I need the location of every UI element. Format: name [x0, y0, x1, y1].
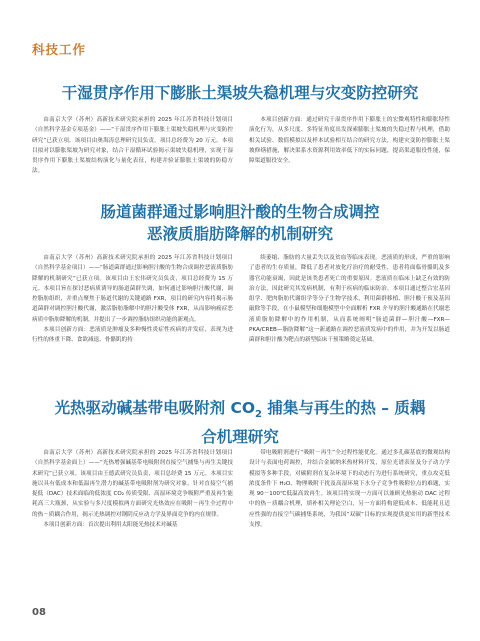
article-3-title-line-1 [0, 397, 480, 426]
article-2-body [32, 253, 450, 346]
article-3-left-para-2: 本项目创新方面：首次提出利用太阳能光热技术对碱基 [43, 522, 178, 529]
article-2-right-para-1: 续萎缩、脂肪的大量丢失以及贫血等临床表现。恶液质的形成，严重的影响了患者的生存质量，降低了患者对放化疗治疗的耐受性，患者将面临骨骼肌及多器官功能衰竭，因此是该类患者死亡的重要原因。恶液质在临床上缺乏有效的防治方法，因此研究其发病机制，有利于疾病的临床防治。本项目通过整合宏基因组学、肥肉脂肪代谢组学等分子生物学技术，利用菌群移植、胆汁酸干预及基因敲除等手段，在小鼠模型和细胞模型中全面解析 FXR 介导的胆汁酸通路在代谢恶液质脂肪降解中的作用机制，从而系统阐明“肠道菌群—胆汁酸—FXR—PKA/CREB—脂肪降解”这一新通路在调控恶液质发病中的作用，并为开发以肠道菌群和胆汁酸为靶点的新型临床干预策略奠定基础。 [249, 255, 450, 344]
article-2-title-line-2: 恶液质脂肪降解的机制研究 [146, 225, 333, 243]
article-3-title-part-1: 光热驱动碱基带电吸附剂 CO [54, 399, 256, 417]
article-3-left-para-1: 由南京大学（苏州）高新技术研究院承担的 2025 年江苏省科技计划项目（自然科学基金面上）——“光热增强碱基带电吸附剂直接空气捕集与再生关键技术研究”已获立项。该项目由王德武研究员负责，项目总经费 15 万元。本项目实施以具有低成本和低温再生潜力的碱基带电吸附剂为研究对象，针对直接空气捕捉低（DAC）技术面临的低浓度 CO₂ 传质受限、高湿环境竞争吸附严重及再生能耗高三大瓶颈，从实验与多尺度模拟两方面研究光热效应在吸附－再生全过程中的热－质耦合作用，揭示光热调控对钢阴反应动力学及界面竞争的内在规律。 [32, 450, 233, 518]
article-3-left-column [32, 448, 233, 530]
article-2-title-line-1: 肠道菌群通过影响胆汁酸的生物合成调控 [100, 203, 380, 221]
article-1-left-column [32, 115, 233, 177]
section-label: 科技工作 [32, 42, 87, 57]
article-3-right-column [249, 448, 450, 530]
article-3-right-para-1: 带电吸附剂进行“吸附－再生”全过程性能优化。通过多孔碳基底的微观结构设计与表面电荷调控，并结合金属纳米热材料开发，原位光谱表征及分子动力学模拟等多种手段，对碳附剂在复杂环境下的动态行为进行系统研究，重点攻克低浓度条件下 H₂O、物理吸附干扰及高湿环境下水分子竞争性吸附位点的难题，实现 90－100℃低温高效再生。该项目将实现一方面可以兼顾光热驱动 DAC 过程中的热－质耦合机理，填补相关理论空白，另一方面将构建低成本、低能耗且适应性强的直接空气碳捕集系统，为我国“双碳”目标的实现提供更实用的新型技术支撑。 [249, 450, 450, 529]
article-3-title-block [0, 397, 480, 448]
article-1-left-para-1: 由南京大学（苏州）高新技术研究院承担的 2025 年江苏省科技计划项目（自然科学基金专项基金）——“干湿贯序作用下膨胀土渠坡失稳机理与灾变防控研究”已获立项。该项目由奥海涛总理研究员负责，项目总经费为 20 万元。本项目拟对以膨胀渠坡为研究对象，结合干湿循环试验揭示渠坡失稳机理，实现干湿贯序作用下膨胀土渠坡结构演化与量化表征，构建并验证膨胀土渠坡的防稳方法。 [32, 117, 233, 175]
article-2-left-column [32, 253, 233, 346]
article-2-left-para-1: 由南京大学（苏州）高新技术研究院承担的 2025 年江苏省科技计划项目（自然科学基金项目）——“肠道菌群通过影响胆汁酸的生物合成调控恶液质脂肪降解的机制研究”已获立项。该项目由王宏伟研究员负责，项目总经费为 15 万元。本项目旨在探讨恶病质诱导的肠道菌群失调，如何通过影响胆汁酸代谢，调控脂肪组织，并重点聚焦于肠道代谢的关键通路 FXR，项目的研究内容将揭示肠道菌群对调控胆汁酸代谢，激活脂肪脂解中的胆汁酸受体 FXR，从而影响癌症恶病质中脂肪降解的机制，并提出了一步调控脂肪组织功能的新观点。 [32, 255, 233, 323]
article-1-right-para-1: 本项目创新方面：通过研究干湿贯序作用下膨胀土的宏微观特性和膨胀特性演化行为，从多尺度、多特征角度出发探索膨胀土渠坡的失稳过程与机理，借助相关试验、数值模拟以及样本试验相互结合的研究方法，构建灾变防控膨胀土渠坡修缮措施，解决渠系水资源利用效率低下的实际问题，提高渠道服役性能，保障渠道服役安全。 [249, 117, 450, 165]
article-3-title-subscript: 2 [255, 409, 262, 421]
article-1-title-block [0, 82, 480, 104]
article-1-title: 干湿贯序作用下膨胀土渠坡失稳机理与灾变防控研究 [61, 84, 419, 102]
page-number: 08 [32, 607, 46, 618]
article-2-title-block [0, 201, 480, 245]
article-2-left-para-2: 本项目创新方面：恶液质是肿瘤及多种慢性炎症性疾病的并发症，表现为进行性的体重下降、食欲减退、骨骼肌的持 [32, 327, 233, 344]
article-3-body [32, 448, 450, 530]
article-1-right-column [249, 115, 450, 177]
article-2-right-column [249, 253, 450, 346]
article-3-title-line-2: 合机理研究 [201, 428, 279, 447]
article-3-title-part-2: 捕集与再生的热 – 质耦 [261, 399, 426, 417]
article-1-body [32, 115, 450, 177]
